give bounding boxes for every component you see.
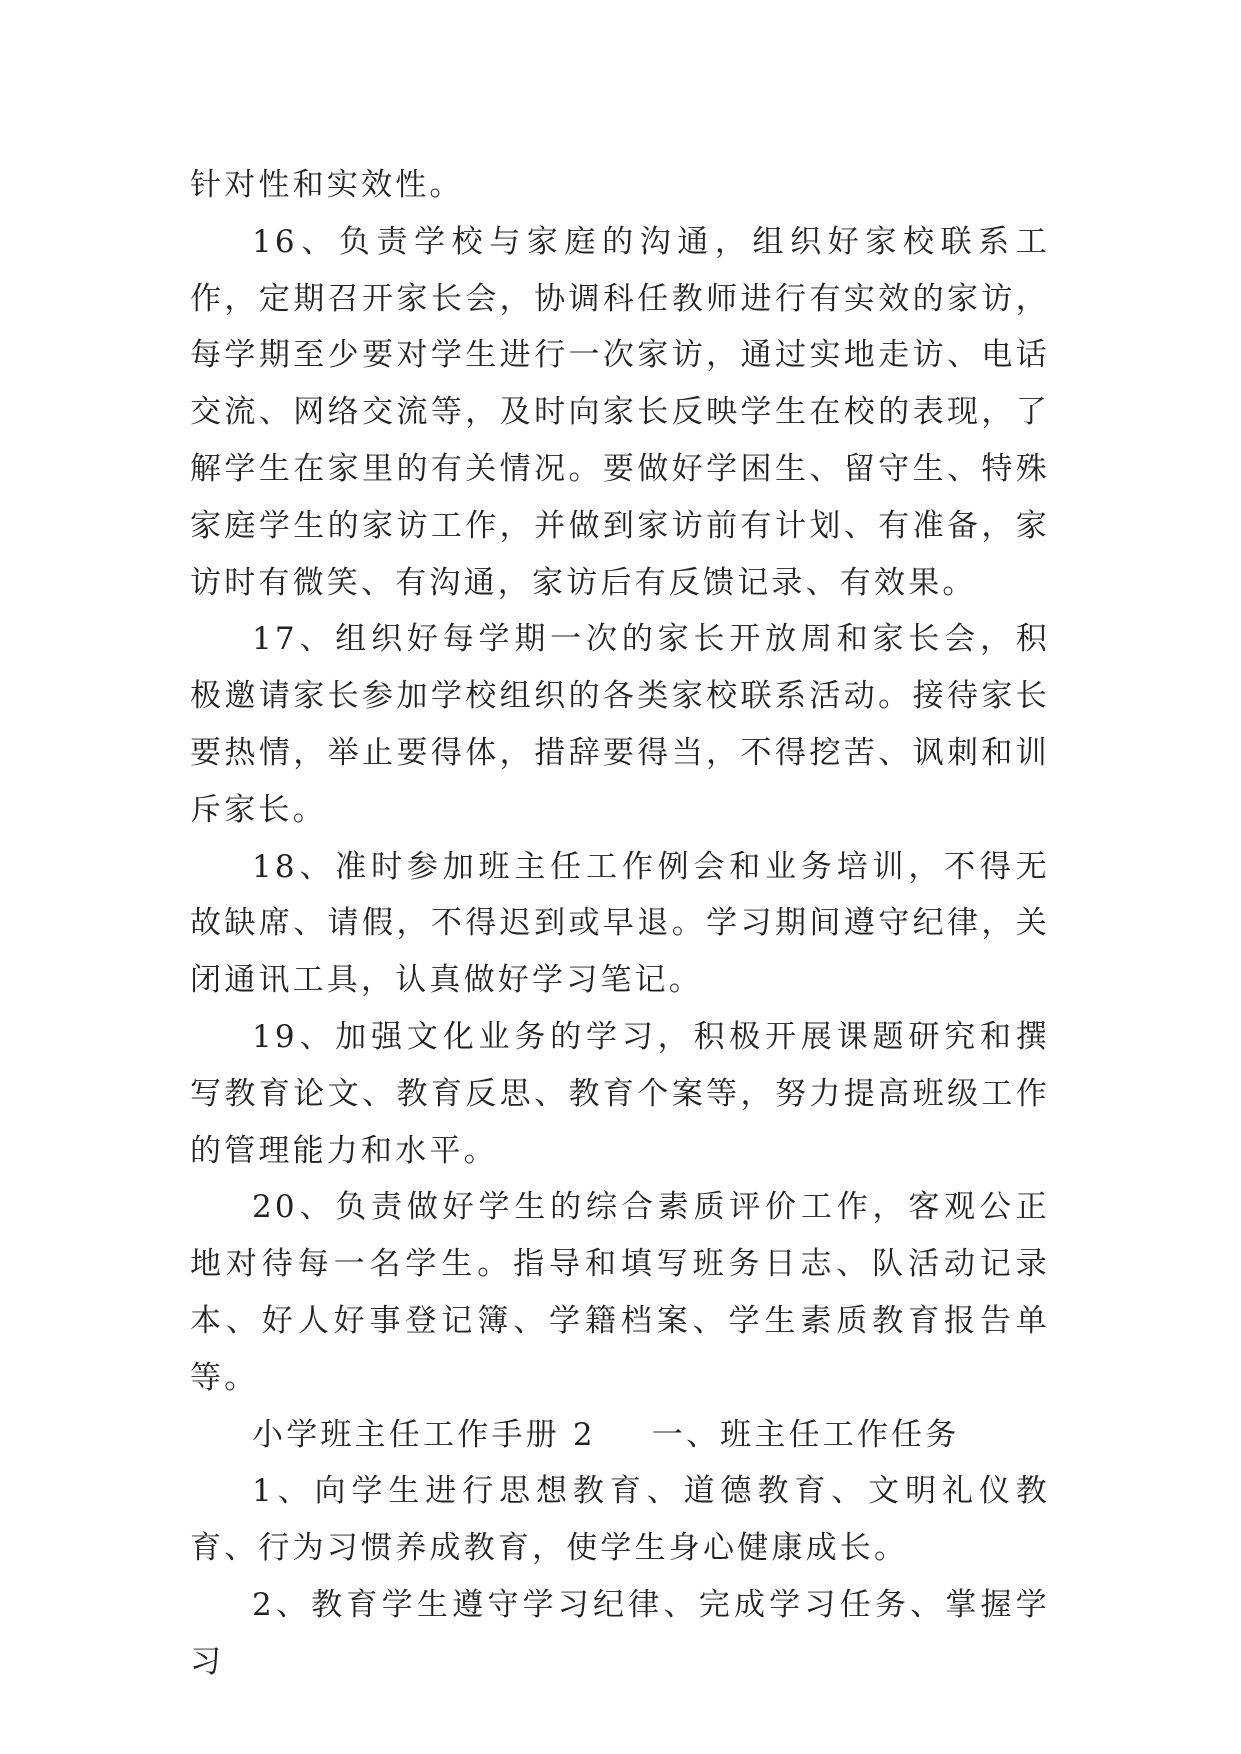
paragraph-item-17: 17、组织好每学期一次的家长开放周和家长会，积极邀请家长参加学校组织的各类家校联系活动。接待家长要热情，举止要得体，措辞要得当，不得挖苦、讽刺和训斥家长。 [190,621,1050,828]
task-item-2: 2、教育学生遵守学习纪律、完成学习任务、掌握学习 [190,1586,1050,1680]
paragraph-item-19: 19、加强文化业务的学习，积极开展课题研究和撰写教育论文、教育反思、教育个案等，努力提高班级工作的管理能力和水平。 [190,1018,1050,1169]
document-body [190,157,1050,1691]
section-heading [190,1407,1050,1464]
section-subtitle: 一、班主任工作任务 [651,1416,960,1453]
paragraph-item-16: 16、负责学校与家庭的沟通，组织好家校联系工作，定期召开家长会，协调科任教师进行有实效的家访，每学期至少要对学生进行一次家访，通过实地走访、电话交流、网络交流等，及时向家长反映学生在校的表现，了解学生在家里的有关情况。要做好学困生、留守生、特殊家庭学生的家访工作，并做到家访前有计划、有准备，家访时有微笑、有沟通，家访后有反馈记录、有效果。 [190,223,1050,601]
paragraph-item-18: 18、准时参加班主任工作例会和业务培训，不得无故缺席、请假，不得迟到或早退。学习期间遵守纪律，关闭通讯工具，认真做好学习笔记。 [190,848,1050,999]
paragraph-item-20: 20、负责做好学生的综合素质评价工作，客观公正地对待每一名学生。指导和填写班务日志、队活动记录本、好人好事登记簿、学籍档案、学生素质教育报告单等。 [190,1189,1050,1396]
paragraph-continuation: 针对性和实效性。 [190,167,464,203]
task-item-1: 1、向学生进行思想教育、道德教育、文明礼仪教育、行为习惯养成教育，使学生身心健康成长。 [190,1473,1050,1567]
section-title: 小学班主任工作手册 2 [252,1416,596,1453]
